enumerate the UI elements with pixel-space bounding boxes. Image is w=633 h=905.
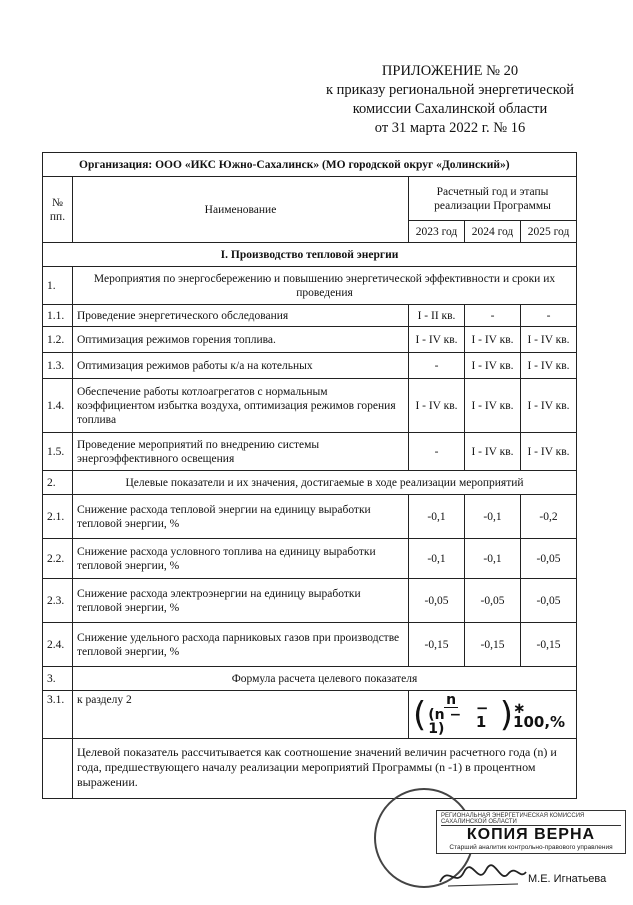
row-name: Проведение энергетического обследования [73, 305, 409, 327]
program-table [42, 152, 577, 799]
cell-value: -0,1 [409, 495, 465, 539]
cell-value: -0,15 [521, 623, 577, 667]
cell-value: -0,05 [521, 579, 577, 623]
formula-cell [409, 691, 577, 739]
cell-value: I - IV кв. [465, 379, 521, 433]
cell-value: -0,05 [465, 579, 521, 623]
row-num: 2.3. [43, 579, 73, 623]
row-num: 1.1. [43, 305, 73, 327]
row-name: к разделу 2 [73, 691, 409, 739]
appendix-date: от 31 марта 2022 г. № 16 [374, 120, 526, 136]
row-num: 1.2. [43, 327, 73, 353]
formula-minus-one: − 1 [475, 698, 489, 731]
row-num: 2.1. [43, 495, 73, 539]
cell-value: I - IV кв. [521, 327, 577, 353]
formula-paren-left: ( [413, 694, 427, 735]
row-name: Снижение расхода тепловой энергии на единицу выработки тепловой энергии, % [73, 495, 409, 539]
row-name: Целевые показатели и их значения, достигаемые в ходе реализации мероприятий [73, 471, 577, 495]
row-num: 2. [43, 471, 73, 495]
signature [438, 860, 528, 890]
document-header [300, 62, 600, 138]
row-num: 3. [43, 667, 73, 691]
formula [413, 693, 572, 736]
appendix-line: комиссии Сахалинской области [352, 101, 548, 117]
formula-paren-right: ) [499, 694, 514, 735]
row-name: Оптимизация режимов работы к/а на котельных [73, 353, 409, 379]
header-year: 2025 год [521, 221, 577, 243]
cell-value: I - IV кв. [465, 433, 521, 471]
formula-denominator: (n − 1) [428, 707, 462, 737]
cell-value: -0,05 [521, 539, 577, 579]
row-num: 2.4. [43, 623, 73, 667]
cell-value: - [409, 353, 465, 379]
cell-value: I - IV кв. [521, 433, 577, 471]
cell-value: -0,05 [409, 579, 465, 623]
formula-note: Целевой показатель рассчитывается как соотношение значений величин расчетного года (n) и года, предшествующего началу реализации мероприятий Программы (n -1) в процентном выражении. [73, 739, 577, 799]
cell-value: I - IV кв. [409, 379, 465, 433]
certification-stamp [368, 770, 623, 898]
row-name: Формула расчета целевого показателя [73, 667, 577, 691]
cell-value: I - IV кв. [465, 327, 521, 353]
copy-stamp [436, 810, 626, 854]
row-num: 1. [43, 267, 73, 305]
row-name: Мероприятия по энергосбережению и повышению энергетической эффективности и сроки их проведения [73, 267, 577, 305]
formula-tail: ∗ 100,% [513, 698, 566, 731]
cell-value: -0,1 [465, 495, 521, 539]
row-name: Снижение расхода условного топлива на единицу выработки тепловой энергии, % [73, 539, 409, 579]
appendix-title: ПРИЛОЖЕНИЕ № 20 [381, 63, 519, 79]
cell-value: - [409, 433, 465, 471]
formula-numerator: n [446, 692, 457, 708]
row-num: 1.4. [43, 379, 73, 433]
cell-value: -0,2 [521, 495, 577, 539]
row-name: Проведение мероприятий по внедрению системы энергоэффективного освещения [73, 433, 409, 471]
cell-value: -0,1 [409, 539, 465, 579]
signatory-name: М.Е. Игнатьева [528, 873, 607, 885]
header-year: 2023 год [409, 221, 465, 243]
cell-value: I - IV кв. [521, 353, 577, 379]
cell-value: I - IV кв. [409, 327, 465, 353]
row-num: 3.1. [43, 691, 73, 739]
row-name: Обеспечение работы котлоагрегатов с нормальным коэффициентом избытка воздуха, оптимизация режимов горения топлива [73, 379, 409, 433]
organization-row: Организация: ООО «ИКС Южно-Сахалинск» (МО городской округ «Долинский») [43, 153, 577, 177]
cell-value: I - IV кв. [521, 379, 577, 433]
header-years-group: Расчетный год и этапы реализации Программы [409, 177, 577, 221]
header-year: 2024 год [465, 221, 521, 243]
stamp-role: Старший аналитик контрольно-правового управления [449, 844, 613, 851]
section-title: I. Производство тепловой энергии [43, 243, 577, 267]
row-num: 2.2. [43, 539, 73, 579]
row-name: Снижение расхода электроэнергии на единицу выработки тепловой энергии, % [73, 579, 409, 623]
row-name: Снижение удельного расхода парниковых газов при производстве тепловой энергии, % [73, 623, 409, 667]
cell-value: -0,15 [465, 623, 521, 667]
appendix-line: к приказу региональной энергетической [325, 82, 574, 98]
row-name: Оптимизация режимов горения топлива. [73, 327, 409, 353]
header-num: № пп. [43, 177, 73, 243]
stamp-organization: РЕГИОНАЛЬНАЯ ЭНЕРГЕТИЧЕСКАЯ КОМИССИЯ САХАЛИНСКОЙ ОБЛАСТИ [441, 813, 621, 826]
header-name: Наименование [73, 177, 409, 243]
cell-value: -0,1 [465, 539, 521, 579]
stamp-title: КОПИЯ ВЕРНА [466, 826, 596, 843]
cell-value: - [521, 305, 577, 327]
cell-value: I - IV кв. [465, 353, 521, 379]
cell-value: -0,15 [409, 623, 465, 667]
row-num: 1.3. [43, 353, 73, 379]
row-num-empty [43, 739, 73, 799]
row-num: 1.5. [43, 433, 73, 471]
cell-value: - [465, 305, 521, 327]
cell-value: I - II кв. [409, 305, 465, 327]
formula-fraction [428, 693, 474, 736]
